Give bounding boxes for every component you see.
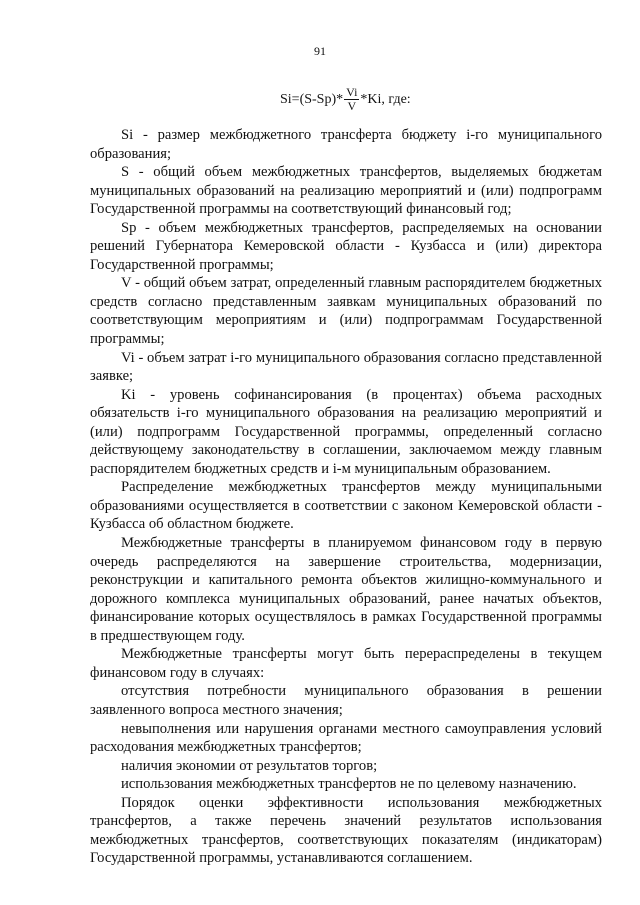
paragraph: Si - размер межбюджетного трансферта бюджету i-го муниципального образования; [90, 127, 602, 162]
paragraph: Sp - объем межбюджетных трансфертов, распределяемых на основании решений Губернатора Кемеровской области - Кузбасса и (или) директора Государственной программы; [90, 219, 602, 273]
formula-denominator: V [347, 99, 357, 113]
paragraph: Порядок оценки эффективности использования межбюджетных трансфертов, а также перечень значений результатов использования межбюджетных трансфертов, соответствующих показателям (индикаторам) Государственной программы, устанавливаются соглашением. [90, 794, 602, 867]
formula [280, 86, 411, 113]
paragraph: S - общий объем межбюджетных трансфертов, выделяемых бюджетам муниципальных образований на реализацию мероприятий и (или) подпрограмм Государственной программы на соответствующий финансовый год; [90, 164, 602, 218]
paragraph: отсутствия потребности муниципального образования в решении заявленного вопроса местного значения; [90, 683, 602, 718]
paragraph: наличия экономии от результатов торгов; [121, 757, 378, 774]
paragraph: использования межбюджетных трансфертов не по целевому назначению. [121, 776, 577, 793]
formula-left: Si=(S-Sp)* [280, 91, 344, 107]
page-number: 91 [314, 44, 326, 58]
formula-right: *Ki [360, 91, 382, 107]
formula-suffix: , где: [381, 91, 411, 107]
formula-fraction [344, 86, 359, 113]
paragraph: невыполнения или нарушения органами местного самоуправления условий расходования межбюджетных трансфертов; [90, 720, 602, 756]
paragraph: Распределение межбюджетных трансфертов между муниципальными образованиями осуществляется в соответствии с законом Кемеровской области - Кузбасса об областном бюджете. [90, 479, 602, 533]
paragraph: V - общий объем затрат, определенный главным распорядителем бюджетных средств согласно представленным заявкам муниципальных образований по соответствующим мероприятиям и (или) подпрограммам Государственной программы; [90, 275, 602, 348]
document-body [90, 126, 602, 868]
formula-numerator: Vi [346, 85, 358, 99]
paragraph: Межбюджетные трансферты в планируемом финансовом году в первую очередь распределяются на завершение строительства, модернизации, реконструкции и капитального ремонта объектов жилищно-коммунального и дорожного комплекса муниципальных образований, ранее начатых объектов, финансирование которых осуществлялось в рамках Государственной программы в предшествующем году. [90, 535, 602, 644]
paragraph: Ki - уровень софинансирования (в процентах) объема расходных обязательств i-го муниципального образования на реализацию мероприятий и (или) подпрограмм Государственной программы, определенный согласно действующему законодательству в соглашении, заключаемом между главным распорядителем бюджетных средств и i-м муниципальным образованием. [90, 386, 602, 477]
paragraph: Vi - объем затрат i-го муниципального образования согласно представленной заявке; [90, 349, 602, 385]
paragraph: Межбюджетные трансферты могут быть перераспределены в текущем финансовом году в случаях: [90, 646, 602, 681]
